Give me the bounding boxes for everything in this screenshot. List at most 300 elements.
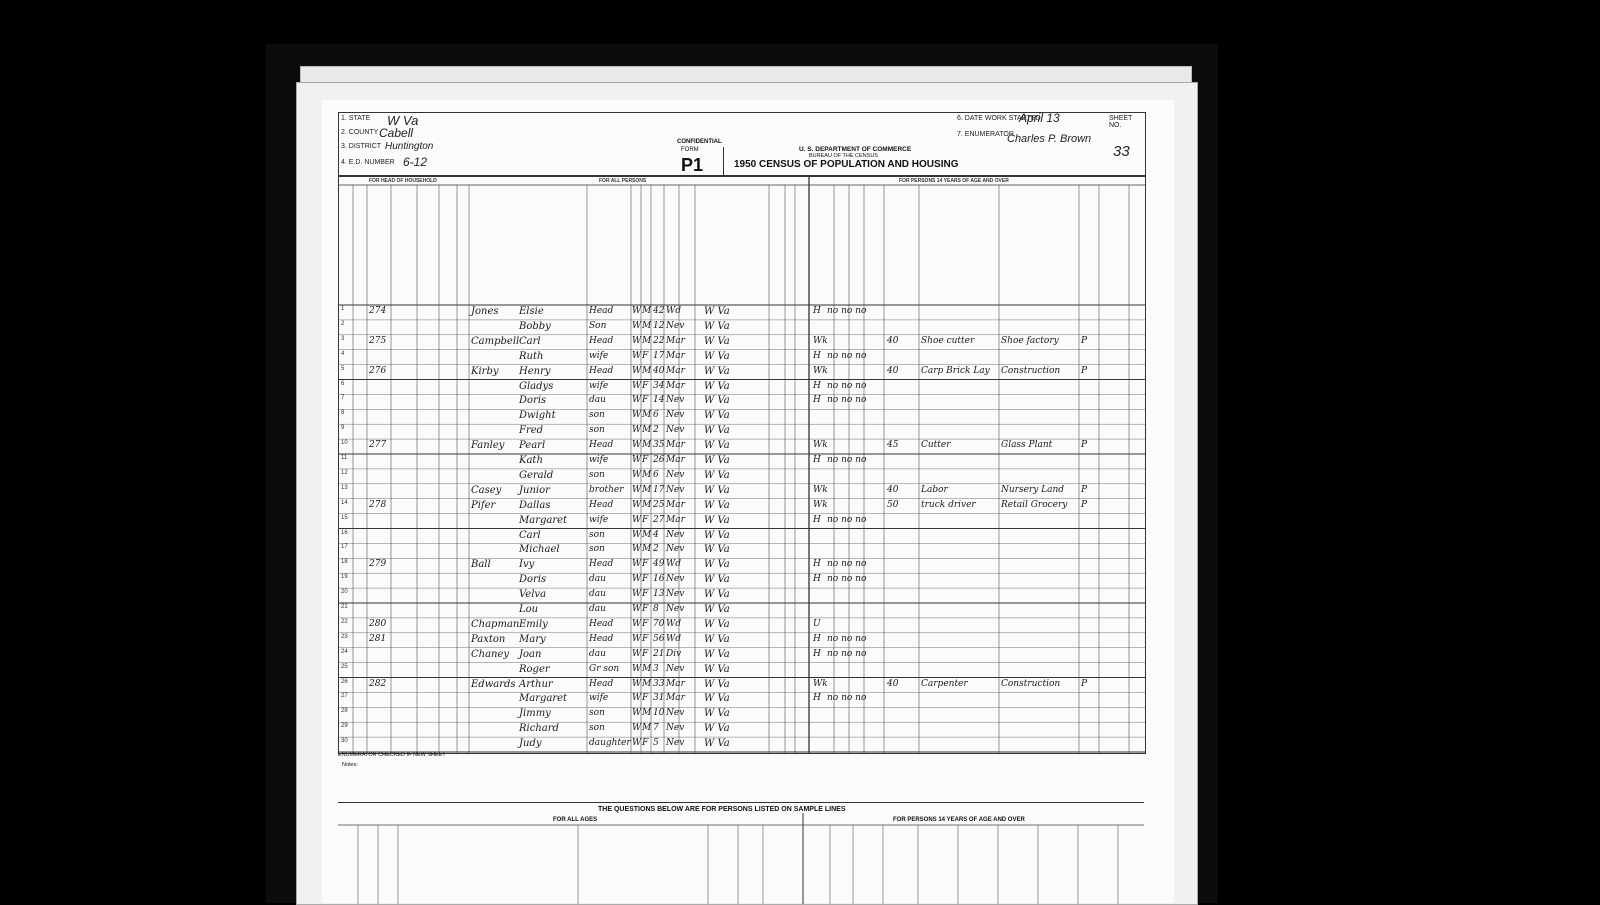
entry-given: Mary: [519, 633, 546, 645]
entry-class: P: [1081, 440, 1088, 451]
entry-sex: M: [642, 365, 652, 376]
entry-surname: Campbell: [471, 335, 520, 347]
entry-work: H: [813, 633, 821, 644]
entry-given: Fred: [519, 425, 544, 437]
entry-given: Richard: [519, 723, 559, 735]
entry-race: W: [632, 335, 642, 346]
entry-sex: M: [642, 529, 652, 540]
entry-rel: Head: [589, 559, 614, 570]
entry-other: no no no: [827, 574, 867, 585]
entry-line: 2: [341, 320, 345, 327]
entry-race: W: [632, 455, 642, 465]
entry-race: W: [632, 723, 642, 734]
entry-race: W: [632, 320, 642, 331]
entry-given: Jimmy: [519, 708, 551, 720]
entry-age: 22: [653, 335, 665, 346]
entry-industry: Glass Plant: [1001, 440, 1053, 451]
entry-surname: Casey: [471, 484, 502, 496]
entry-occupation: Carpenter: [921, 678, 968, 689]
entry-race: W: [632, 604, 642, 614]
entry-line: 10: [341, 440, 348, 447]
entry-line: 12: [341, 469, 348, 476]
entry-age: 25: [653, 499, 665, 510]
entry-given: Gladys: [519, 380, 554, 392]
sample-all-ages-head: FOR ALL AGES: [553, 817, 598, 823]
entry-sex: M: [642, 320, 652, 331]
entry-birthplace: W Va: [704, 455, 730, 466]
entry-given: Junior: [519, 484, 550, 496]
entry-house: 278: [369, 499, 387, 510]
entry-race: W: [632, 469, 642, 480]
entry-line: 17: [341, 544, 348, 551]
entry-work: H: [813, 514, 821, 525]
entry-rel: wife: [589, 380, 609, 391]
entry-marital: Nev: [666, 484, 685, 495]
entry-birthplace: W Va: [704, 320, 730, 332]
entry-age: 31: [653, 693, 665, 704]
entry-given: Michael: [519, 544, 560, 556]
entry-work: H: [813, 455, 821, 465]
entry-marital: Nev: [666, 589, 685, 600]
entry-line: 5: [341, 365, 345, 372]
entry-age: 56: [653, 633, 665, 644]
entry-other: no no no: [827, 306, 867, 316]
entry-sex: M: [642, 723, 652, 734]
sample-grid-lines: [338, 803, 1144, 904]
entry-work: Wk: [813, 440, 828, 451]
entry-hours: 45: [887, 440, 899, 451]
entry-line: 23: [341, 633, 348, 640]
entry-line: 11: [341, 455, 348, 461]
entry-race: W: [632, 499, 642, 510]
entry-marital: Nev: [666, 723, 685, 734]
section-all-persons: FOR ALL PERSONS: [599, 178, 647, 184]
entry-given: Doris: [519, 395, 547, 407]
district-label: 3. DISTRICT: [341, 143, 382, 150]
entry-work: H: [813, 693, 821, 704]
form-label: FORM: [681, 147, 699, 153]
entry-marital: Nev: [666, 708, 685, 719]
entry-line: 1: [341, 306, 345, 312]
entry-line: 15: [341, 514, 348, 521]
entry-age: 2: [653, 425, 659, 436]
entry-rel: Head: [589, 633, 614, 644]
entry-sex: M: [642, 410, 652, 421]
entry-given: Carl: [519, 529, 541, 541]
entry-other: no no no: [827, 514, 867, 525]
entry-rel: dau: [589, 648, 606, 659]
entry-surname: Pifer: [471, 499, 496, 511]
entry-given: Dallas: [519, 499, 551, 511]
entry-sex: F: [642, 738, 649, 749]
entry-birthplace: W Va: [704, 544, 730, 556]
entry-marital: Nev: [666, 663, 685, 674]
entry-surname: Chapman: [471, 618, 520, 630]
entry-race: W: [632, 514, 642, 525]
entry-line: 7: [341, 395, 345, 402]
entry-birthplace: W Va: [704, 529, 730, 541]
district-value: Huntington: [385, 141, 434, 152]
enumerator-check-note: ENUMERATOR CHECKED IF NEW SHEET: [338, 752, 446, 758]
entry-other: no no no: [827, 559, 867, 570]
entry-sex: M: [642, 440, 652, 451]
entry-race: W: [632, 633, 642, 644]
entry-marital: Nev: [666, 425, 685, 436]
entry-house: 276: [369, 365, 387, 376]
entry-race: W: [632, 618, 642, 629]
entry-marital: Nev: [666, 469, 685, 480]
entry-work: H: [813, 306, 821, 316]
confidential-label: CONFIDENTIAL: [677, 139, 722, 145]
entry-birthplace: W Va: [704, 693, 730, 705]
entry-age: 27: [653, 514, 665, 525]
entry-hours: 50: [887, 499, 899, 510]
department-label: U. S. DEPARTMENT OF COMMERCE: [799, 146, 912, 153]
entry-sex: F: [642, 514, 649, 525]
entry-sex: M: [642, 708, 652, 719]
entry-given: Kath: [519, 455, 543, 466]
entry-rel: son: [589, 708, 605, 719]
entry-surname: Chaney: [471, 648, 510, 660]
entry-house: 279: [369, 559, 387, 570]
entry-marital: Mar: [666, 499, 685, 510]
entry-rel: dau: [589, 589, 606, 600]
entry-rel: Head: [589, 365, 614, 376]
entry-marital: Wd: [666, 306, 682, 316]
entry-occupation: Cutter: [921, 440, 951, 451]
entry-surname: Kirby: [471, 365, 499, 377]
entry-given: Lou: [519, 604, 539, 615]
entry-given: Dwight: [519, 410, 556, 422]
entry-rel: son: [589, 469, 605, 480]
entry-marital: Wd: [666, 633, 682, 644]
entry-occupation: Shoe cutter: [921, 335, 975, 346]
entry-age: 17: [653, 350, 665, 361]
entry-given: Roger: [519, 663, 550, 675]
entry-given: Carl: [519, 335, 541, 347]
sample-questions-section: [338, 802, 1144, 904]
entry-age: 6: [653, 469, 659, 480]
entry-class: P: [1081, 335, 1088, 346]
entry-age: 3: [653, 663, 659, 674]
entry-age: 33: [653, 678, 665, 689]
entry-surname: Edwards: [471, 678, 516, 690]
entry-birthplace: W Va: [704, 335, 730, 347]
ed-label: 4. E.D. NUMBER: [341, 159, 395, 166]
entry-race: W: [632, 380, 642, 391]
entry-rel: Head: [589, 335, 614, 346]
entry-birthplace: W Va: [704, 499, 730, 511]
entry-sex: F: [642, 574, 649, 585]
entry-hours: 40: [887, 678, 899, 689]
entry-line: 13: [341, 484, 348, 491]
entry-age: 13: [653, 589, 665, 600]
entry-given: Doris: [519, 574, 547, 586]
entry-marital: Mar: [666, 514, 685, 525]
entry-occupation: Carp Brick Lay: [921, 365, 990, 376]
entry-industry: Construction: [1001, 365, 1061, 376]
entry-birthplace: W Va: [704, 574, 730, 586]
entry-sex: F: [642, 618, 649, 629]
entry-race: W: [632, 663, 642, 674]
entry-race: W: [632, 559, 642, 570]
entry-given: Margaret: [519, 693, 568, 705]
entry-race: W: [632, 693, 642, 704]
sample-questions-title: THE QUESTIONS BELOW ARE FOR PERSONS LISTED ON SAMPLE LINES: [598, 806, 846, 813]
entry-race: W: [632, 544, 642, 555]
section-household: FOR HEAD OF HOUSEHOLD: [369, 178, 437, 184]
entry-race: W: [632, 440, 642, 451]
entry-birthplace: W Va: [704, 678, 730, 690]
entry-rel: Gr son: [589, 663, 620, 674]
entry-marital: Mar: [666, 350, 685, 361]
entry-surname: Paxton: [471, 633, 506, 645]
entry-age: 2: [653, 544, 659, 555]
entry-other: no no no: [827, 350, 867, 361]
enumerator-value: Charles P. Brown: [1007, 133, 1092, 145]
entry-given: Bobby: [519, 320, 551, 332]
entry-class: P: [1081, 678, 1088, 689]
entry-sex: F: [642, 604, 649, 614]
form-box: [677, 147, 724, 175]
notes-label: Notes:: [342, 762, 358, 768]
entry-race: W: [632, 678, 642, 689]
entry-age: 16: [653, 574, 665, 585]
entry-other: no no no: [827, 693, 867, 704]
state-label: 1. STATE: [341, 115, 371, 122]
entry-marital: Mar: [666, 380, 685, 391]
entry-given: Judy: [519, 738, 542, 750]
entry-race: W: [632, 648, 642, 659]
entry-age: 17: [653, 484, 665, 495]
entry-birthplace: W Va: [704, 618, 730, 630]
entry-given: Ruth: [519, 350, 544, 362]
entry-other: no no no: [827, 380, 867, 391]
sheet-number: 33: [1113, 143, 1130, 160]
entry-age: 26: [653, 455, 665, 465]
entry-house: 275: [369, 335, 387, 346]
date-value: April 13: [1019, 111, 1060, 125]
entry-industry: Shoe factory: [1001, 335, 1059, 346]
entry-age: 49: [653, 559, 665, 570]
entry-line: 24: [341, 648, 348, 655]
entry-race: W: [632, 708, 642, 719]
entry-rel: Son: [589, 320, 607, 331]
entry-surname: Fanley: [471, 440, 505, 452]
entry-rel: Head: [589, 440, 614, 451]
entry-age: 34: [653, 380, 665, 391]
entry-industry: Construction: [1001, 678, 1061, 689]
entry-rel: Head: [589, 306, 614, 316]
entry-race: W: [632, 395, 642, 406]
entry-line: 21: [341, 604, 348, 610]
entry-birthplace: W Va: [704, 589, 730, 601]
entry-line: 30: [341, 738, 348, 745]
entry-sex: M: [642, 663, 652, 674]
entry-hours: 40: [887, 335, 899, 346]
entry-birthplace: W Va: [704, 410, 730, 422]
entry-rel: son: [589, 410, 605, 421]
form-code: P1: [681, 155, 704, 175]
entry-rel: wife: [589, 455, 609, 465]
census-sheet: [322, 100, 1174, 903]
entry-rel: dau: [589, 395, 606, 406]
ed-value: 6-12: [403, 155, 428, 169]
entry-house: 277: [369, 440, 387, 451]
entry-given: Arthur: [519, 678, 553, 690]
entry-house: 281: [369, 633, 387, 644]
entry-rel: son: [589, 425, 605, 436]
sample-over14-head: FOR PERSONS 14 YEARS OF AGE AND OVER: [893, 817, 1025, 823]
section-over14: FOR PERSONS 14 YEARS OF AGE AND OVER: [899, 178, 1009, 184]
entry-age: 7: [653, 723, 659, 734]
entry-given: Ivy: [519, 559, 535, 571]
entry-work: H: [813, 395, 821, 406]
entry-work: H: [813, 350, 821, 361]
entry-sex: F: [642, 633, 649, 644]
entry-birthplace: W Va: [704, 514, 730, 526]
entry-sex: F: [642, 648, 649, 659]
entry-surname: Jones: [471, 306, 499, 317]
entry-age: 35: [653, 440, 665, 451]
entry-industry: Nursery Land: [1001, 484, 1065, 495]
entry-work: Wk: [813, 365, 828, 376]
entry-hours: 40: [887, 365, 899, 376]
entry-line: 26: [341, 678, 348, 685]
entry-age: 4: [653, 529, 659, 540]
entry-sex: M: [642, 469, 652, 480]
entry-given: Elsie: [519, 306, 544, 317]
entry-rel: Head: [589, 618, 614, 629]
entry-line: 19: [341, 574, 348, 581]
entry-sex: M: [642, 425, 652, 436]
entry-line: 20: [341, 589, 348, 596]
entry-other: no no no: [827, 633, 867, 644]
entry-rel: Head: [589, 678, 614, 689]
entry-sex: F: [642, 350, 649, 361]
enumerator-label: 7. ENUMERATOR: [957, 131, 1014, 138]
entry-sex: F: [642, 455, 649, 465]
entry-birthplace: W Va: [704, 633, 730, 645]
entry-birthplace: W Va: [704, 723, 730, 735]
entry-given: Joan: [519, 648, 542, 660]
entry-rel: daughter: [589, 738, 631, 749]
entry-given: Margaret: [519, 514, 568, 526]
entry-other: no no no: [827, 648, 867, 659]
entry-given: Henry: [519, 365, 551, 377]
entry-marital: Mar: [666, 455, 685, 465]
entry-work: H: [813, 559, 821, 570]
state-value: W Va: [387, 113, 419, 128]
entry-birthplace: W Va: [704, 663, 730, 675]
entry-work: H: [813, 574, 821, 585]
date-label: 6. DATE WORK STARTED: [957, 115, 1041, 122]
entry-sex: M: [642, 499, 652, 510]
entry-house: 280: [369, 618, 387, 629]
entry-sex: M: [642, 544, 652, 555]
bureau-label: BUREAU OF THE CENSUS: [809, 153, 878, 159]
entry-other: no no no: [827, 455, 867, 465]
entry-marital: Nev: [666, 604, 685, 614]
entry-line: 8: [341, 410, 345, 417]
entry-sex: F: [642, 559, 649, 570]
entry-marital: Nev: [666, 410, 685, 421]
entry-work: U: [813, 618, 821, 629]
entry-marital: Mar: [666, 335, 685, 346]
county-label: 2. COUNTY: [341, 129, 379, 136]
entry-rel: son: [589, 544, 605, 555]
entry-line: 16: [341, 529, 348, 536]
entry-hours: 40: [887, 484, 899, 495]
entry-birthplace: W Va: [704, 425, 730, 437]
entry-marital: Nev: [666, 529, 685, 540]
entry-birthplace: W Va: [704, 365, 730, 377]
entry-line: 3: [341, 335, 345, 342]
entry-line: 25: [341, 663, 348, 670]
entry-work: H: [813, 648, 821, 659]
entry-line: 14: [341, 499, 348, 506]
entry-birthplace: W Va: [704, 380, 730, 392]
entry-industry: Retail Grocery: [1001, 499, 1068, 510]
entry-rel: brother: [589, 484, 624, 495]
entry-marital: Nev: [666, 738, 685, 749]
entry-marital: Nev: [666, 320, 685, 331]
entry-rel: wife: [589, 350, 609, 361]
entry-age: 6: [653, 410, 659, 421]
entry-age: 14: [653, 395, 665, 406]
entry-given: Gerald: [519, 469, 554, 481]
entry-race: W: [632, 529, 642, 540]
entry-surname: Ball: [471, 559, 491, 571]
entry-sex: F: [642, 395, 649, 406]
entry-marital: Div: [666, 648, 682, 659]
entry-birthplace: W Va: [704, 708, 730, 720]
entry-work: Wk: [813, 484, 828, 495]
entry-age: 21: [653, 648, 665, 659]
entry-age: 5: [653, 738, 659, 749]
entry-age: 10: [653, 708, 665, 719]
entry-line: 28: [341, 708, 348, 715]
entry-work: H: [813, 380, 821, 391]
entry-marital: Mar: [666, 365, 685, 376]
entry-class: P: [1081, 365, 1088, 376]
entry-race: W: [632, 350, 642, 361]
entry-birthplace: W Va: [704, 395, 730, 407]
entry-age: 8: [653, 604, 659, 614]
entry-marital: Nev: [666, 574, 685, 585]
entry-age: 42: [653, 306, 665, 316]
entry-rel: wife: [589, 514, 609, 525]
entry-race: W: [632, 574, 642, 585]
entry-other: no no no: [827, 395, 867, 406]
entry-line: 9: [341, 425, 345, 432]
entry-marital: Mar: [666, 693, 685, 704]
entry-sex: M: [642, 678, 652, 689]
entry-race: W: [632, 410, 642, 421]
entry-race: W: [632, 484, 642, 495]
entry-birthplace: W Va: [704, 469, 730, 481]
entry-sex: M: [642, 306, 652, 316]
census-title: 1950 CENSUS OF POPULATION AND HOUSING: [734, 159, 959, 170]
entry-line: 18: [341, 559, 348, 566]
entry-birthplace: W Va: [704, 738, 730, 750]
entry-line: 27: [341, 693, 348, 700]
entry-race: W: [632, 306, 642, 316]
entry-given: Pearl: [519, 440, 546, 452]
entry-marital: Wd: [666, 618, 682, 629]
entry-marital: Mar: [666, 440, 685, 451]
entry-line: 6: [341, 380, 345, 387]
